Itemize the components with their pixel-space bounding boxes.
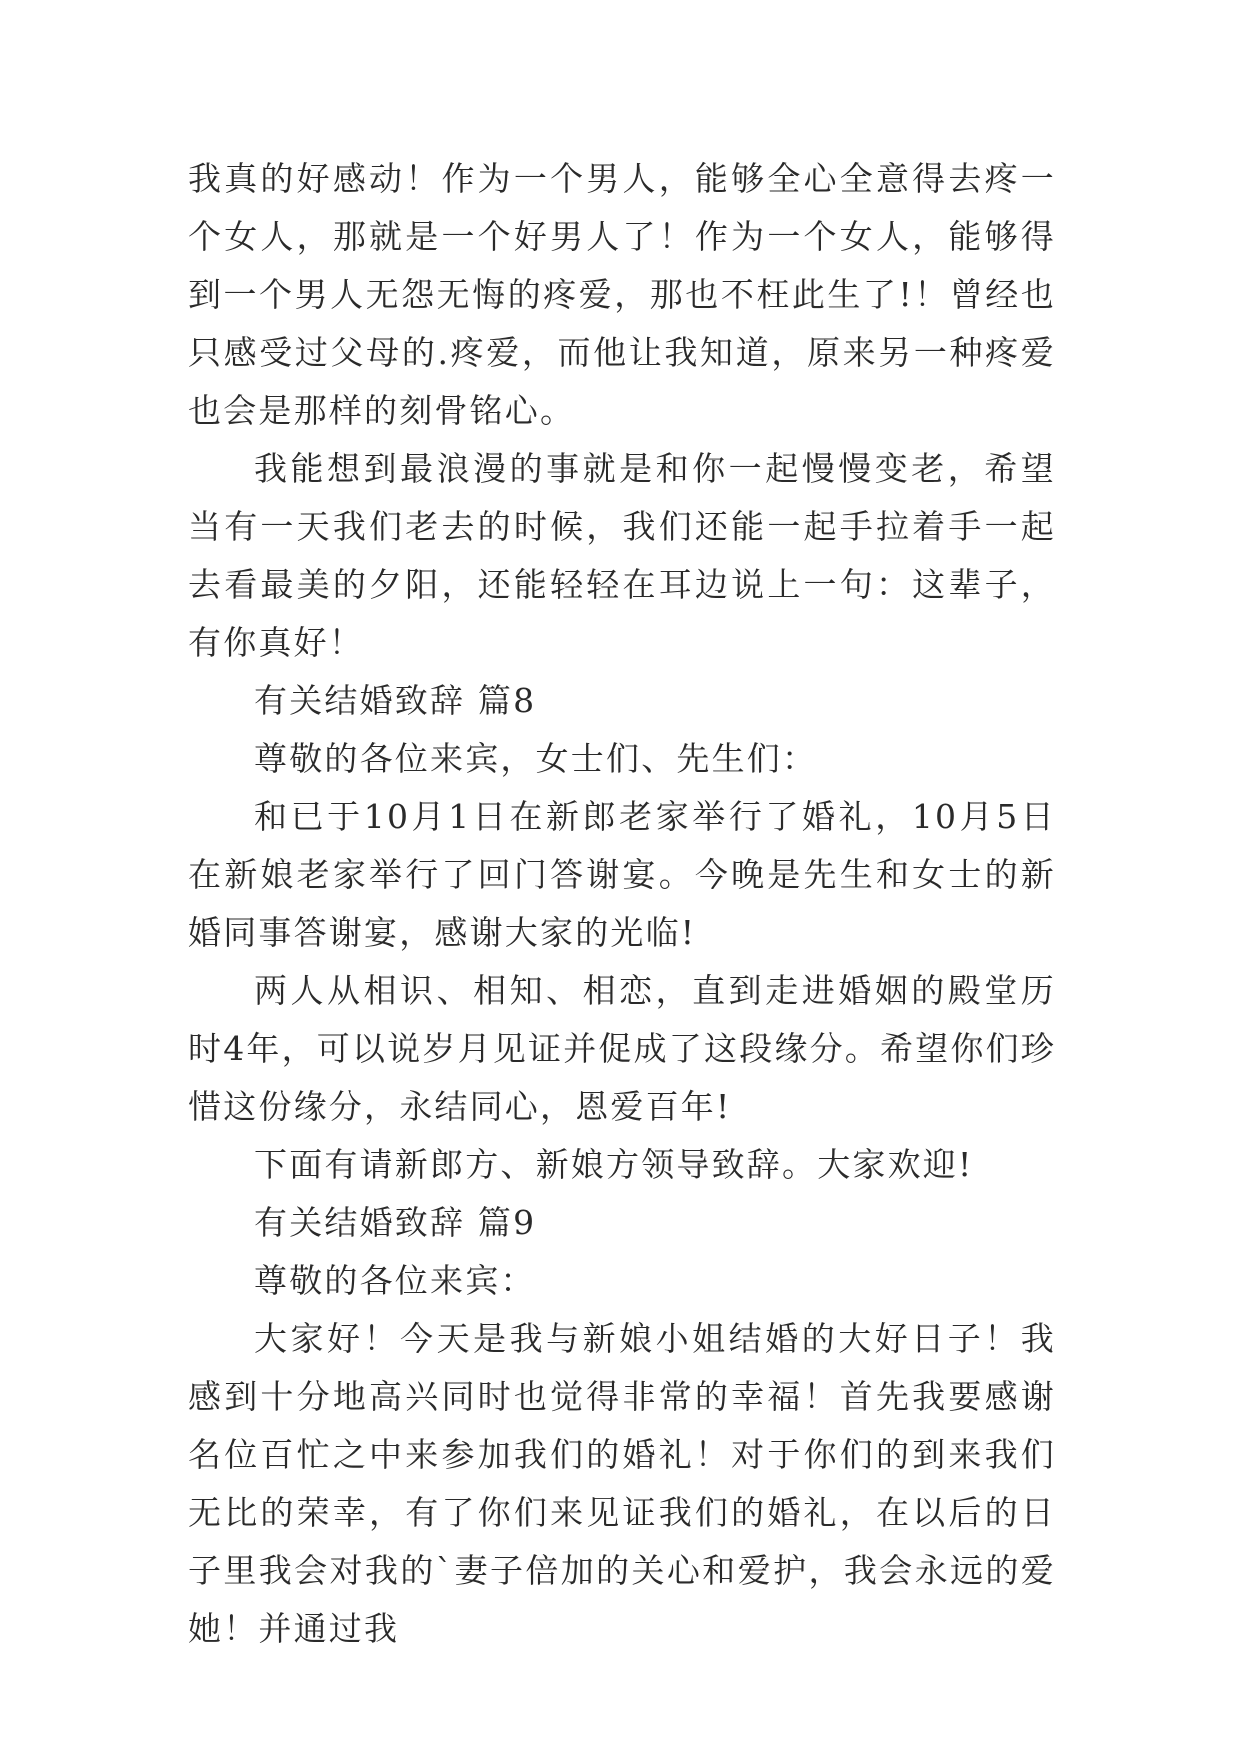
- paragraph: 和已于10月1日在新郎老家举行了婚礼，10月5日在新娘老家举行了回门答谢宴。今晚是先生和女士的新婚同事答谢宴，感谢大家的光临!: [188, 797, 1056, 952]
- salutation: 尊敬的各位来宾：: [254, 1261, 536, 1300]
- paragraph: 我能想到最浪漫的事就是和你一起慢慢变老，希望当有一天我们老去的时候，我们还能一起手拉着手一起去看最美的夕阳，还能轻轻在耳边说上一句：这辈子，有你真好！: [188, 449, 1056, 662]
- section-heading: 有关结婚致辞 篇8: [254, 681, 537, 720]
- paragraph: 我真的好感动！作为一个男人，能够全心全意得去疼一个女人，那就是一个好男人了！作为一个女人，能够得到一个男人无怨无悔的疼爱，那也不枉此生了!！曾经也只感受过父母的.疼爱，而他让我知道，原来另一种疼爱也会是那样的刻骨铭心。: [188, 159, 1056, 430]
- document-body: [188, 150, 1056, 1658]
- paragraph: 两人从相识、相知、相恋，直到走进婚姻的殿堂历时4年，可以说岁月见证并促成了这段缘分。希望你们珍惜这份缘分，永结同心，恩爱百年!: [188, 971, 1056, 1126]
- salutation: 尊敬的各位来宾，女士们、先生们：: [254, 739, 818, 778]
- paragraph: 下面有请新郎方、新娘方领导致辞。大家欢迎!: [254, 1145, 974, 1184]
- paragraph: 大家好！今天是我与新娘小姐结婚的大好日子！我感到十分地高兴同时也觉得非常的幸福！首先我要感谢名位百忙之中来参加我们的婚礼！对于你们的到来我们无比的荣幸，有了你们来见证我们的婚礼，在以后的日子里我会对我的`妻子倍加的关心和爱护，我会永远的爱她！并通过我: [188, 1319, 1056, 1648]
- section-heading: 有关结婚致辞 篇9: [254, 1203, 537, 1242]
